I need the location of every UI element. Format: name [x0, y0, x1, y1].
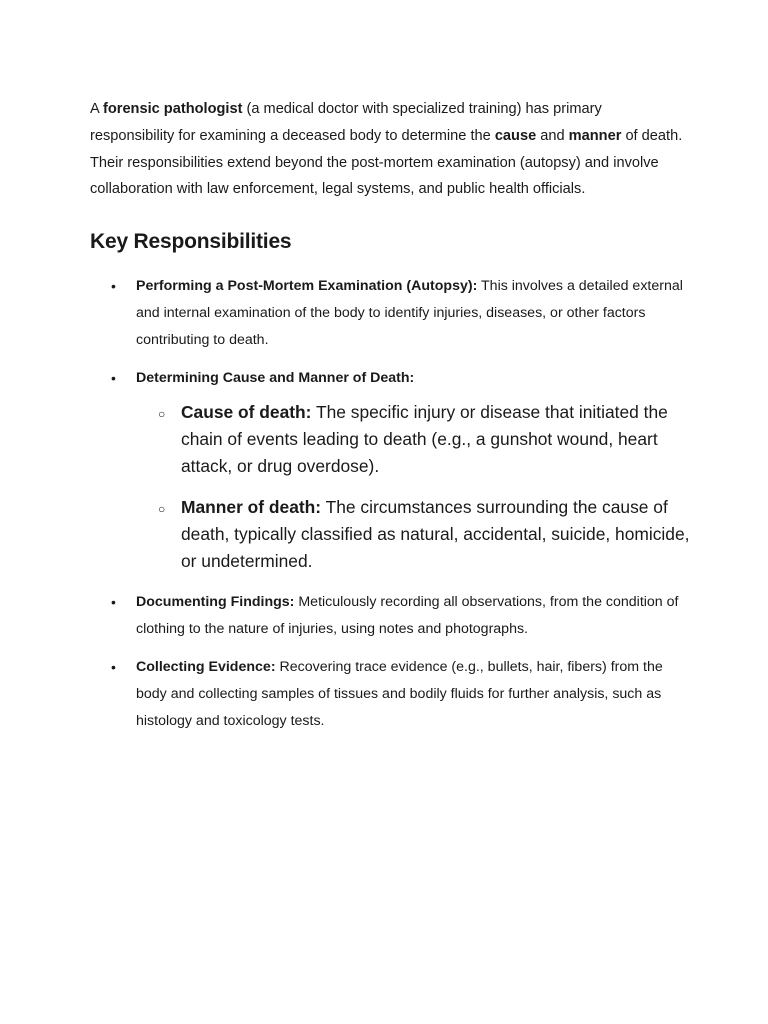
item-label: Collecting Evidence: — [136, 658, 276, 675]
intro-term-manner: manner — [568, 127, 622, 144]
sub-item-cause — [136, 399, 690, 480]
circle-bullet-icon: ○ — [158, 502, 166, 517]
sub-item-label: Cause of death: — [181, 402, 312, 423]
intro-term-forensic-pathologist: forensic pathologist — [102, 101, 243, 117]
item-label: Determining Cause and Manner of Death: — [136, 369, 415, 386]
bullet-icon: • — [111, 594, 116, 611]
sub-item-text: The specific injury or disease that initiated the chain of events leading to death (e.g., a gunshot wound, heart attack, or drug overdose). — [181, 402, 668, 477]
list-item-documenting — [90, 589, 690, 643]
sub-item-manner — [136, 494, 690, 575]
list-item-cause-manner — [90, 365, 690, 576]
circle-bullet-icon: ○ — [158, 407, 166, 422]
responsibilities-list — [90, 273, 690, 734]
intro-text-4: of death. Their responsibilities extend beyond the post-mortem examination (autopsy) and involve collaboration with law enforcement, legal systems, and public health officials. — [90, 127, 683, 198]
section-heading: Key Responsibilities — [90, 230, 292, 254]
sub-item-text: The circumstances surrounding the cause of death, typically classified as natural, accidental, suicide, homicide, or undetermined. — [181, 497, 690, 572]
bullet-icon: • — [111, 658, 116, 675]
item-label: Documenting Findings: — [136, 594, 295, 611]
list-item-autopsy — [90, 273, 690, 353]
intro-paragraph — [90, 96, 690, 203]
item-text: Meticulously recording all observations, from the condition of clothing to the nature of injuries, using notes and photographs. — [136, 594, 679, 638]
item-text: Recovering trace evidence (e.g., bullets, hair, fibers) from the body and collecting samples of tissues and bodily fluids for further analysis, such as histology and toxicology tests. — [136, 658, 663, 729]
item-label: Performing a Post-Mortem Examination (Autopsy): — [136, 278, 478, 295]
intro-term-cause: cause — [494, 127, 537, 144]
intro-text-3: and — [536, 127, 569, 144]
intro-text-2: (a medical doctor with specialized training) has primary responsibility for examining a deceased body to determine the — [90, 101, 602, 144]
bullet-icon: • — [111, 278, 116, 295]
intro-text-1: A — [90, 101, 103, 117]
item-text: This involves a detailed external and internal examination of the body to identify injuries, diseases, or other factors contributing to death. — [136, 278, 683, 348]
bullet-icon: • — [111, 369, 116, 386]
sub-item-label: Manner of death: — [181, 497, 322, 518]
list-item-evidence — [90, 654, 690, 734]
document-page — [90, 96, 690, 745]
cause-manner-sublist — [136, 399, 690, 575]
